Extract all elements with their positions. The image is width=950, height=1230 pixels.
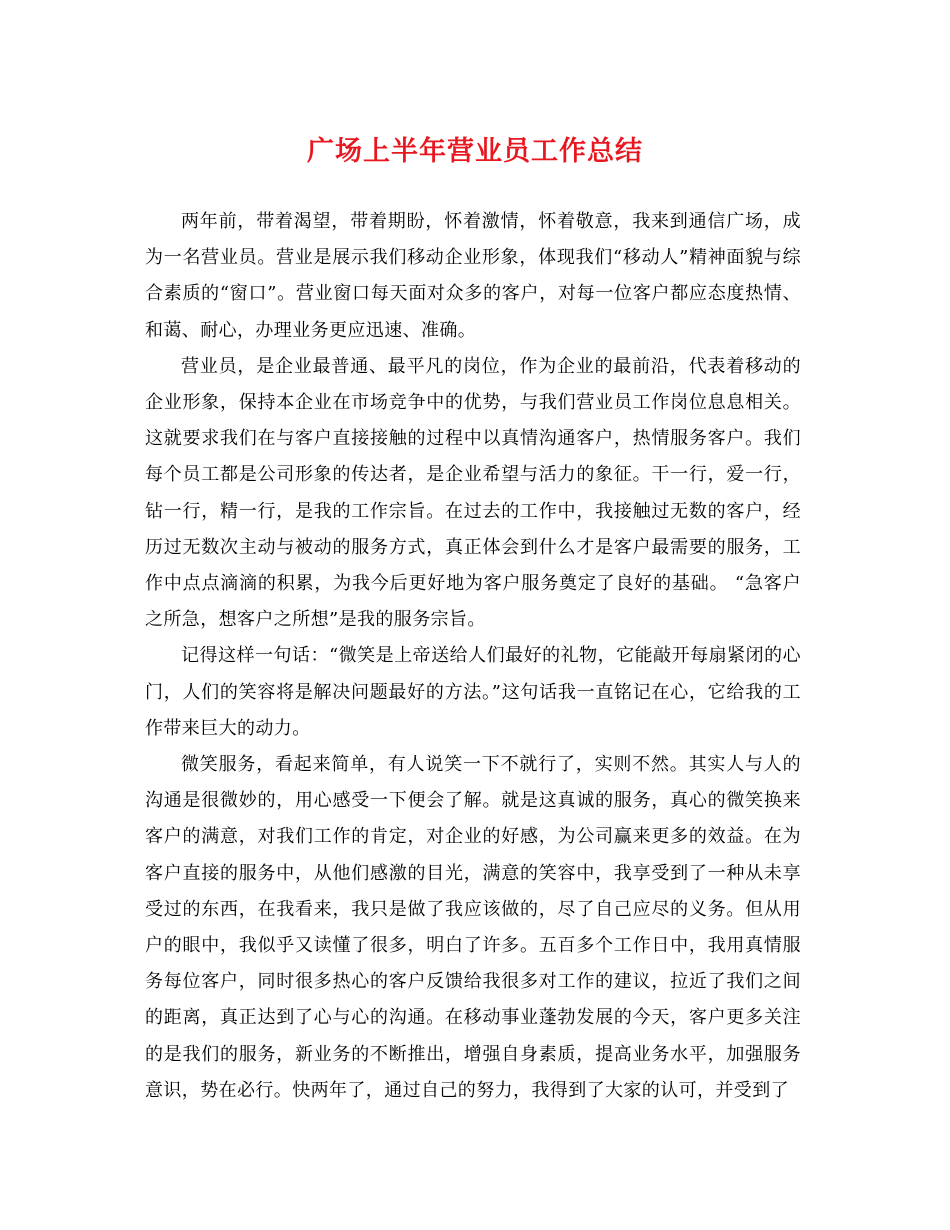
paragraph-2: 营业员，是企业最普通、最平凡的岗位，作为企业的最前沿，代表着移动的企业形象，保持本企业在市场竞争中的优势，与我们营业员工作岗位息息相关。这就要求我们在与客户直接接触的过程中以真情沟通客户，热情服务客户。我们每个员工都是公司形象的传达者，是企业希望与活力的象征。干一行，爱一行，钻一行，精一行，是我的工作宗旨。在过去的工作中，我接触过无数的客户，经历过无数次主动与被动的服务方式，真正体会到什么才是客户最需要的服务，工作中点点滴滴的积累，为我今后更好地为客户服务奠定了良好的基础。 “急客户之所急，想客户之所想”是我的服务宗旨。 xyxy=(145,355,801,631)
document-title: 广场上半年营业员工作总结 xyxy=(307,136,643,167)
paragraph-4: 微笑服务，看起来简单，有人说笑一下不就行了，实则不然。其实人与人的沟通是很微妙的，用心感受一下便会了解。就是这真诚的服务，真心的微笑换来客户的满意，对我们工作的肯定，对企业的好感，为公司赢来更多的效益。在为客户直接的服务中，从他们感激的目光，满意的笑容中，我享受到了一种从未享受过的东西，在我看来，我只是做了我应该做的，尽了自己应尽的义务。但从用户的眼中，我似乎又读懂了很多，明白了许多。五百多个工作日中，我用真情服务每位客户，同时很多热心的客户反馈给我很多对工作的建议，拉近了我们之间的距离，真正达到了心与心的沟通。在移动事业蓬勃发展的今天，客户更多关注的是我们的服务，新业务的不断推出，增强自身素质，提高业务水平，加强服务意识，势在必行。快两年了，通过自己的努力，我得到了大家的认可，并受到了 xyxy=(145,754,801,1101)
paragraph-3: 记得这样一句话：“微笑是上帝送给人们最好的礼物，它能敲开每扇紧闭的心门，人们的笑容将是解决问题最好的方法。”这句话我一直铭记在心，它给我的工作带来巨大的动力。 xyxy=(145,645,801,739)
document-body xyxy=(145,204,801,1109)
paragraph-1: 两年前，带着渴望，带着期盼，怀着激情，怀着敬意，我来到通信广场，成为一名营业员。营业是展示我们移动企业形象，体现我们“移动人”精神面貌与综合素质的“窗口”。营业窗口每天面对众多的客户，对每一位客户都应态度热情、和蔼、耐心，办理业务更应迅速、准确。 xyxy=(145,211,801,341)
